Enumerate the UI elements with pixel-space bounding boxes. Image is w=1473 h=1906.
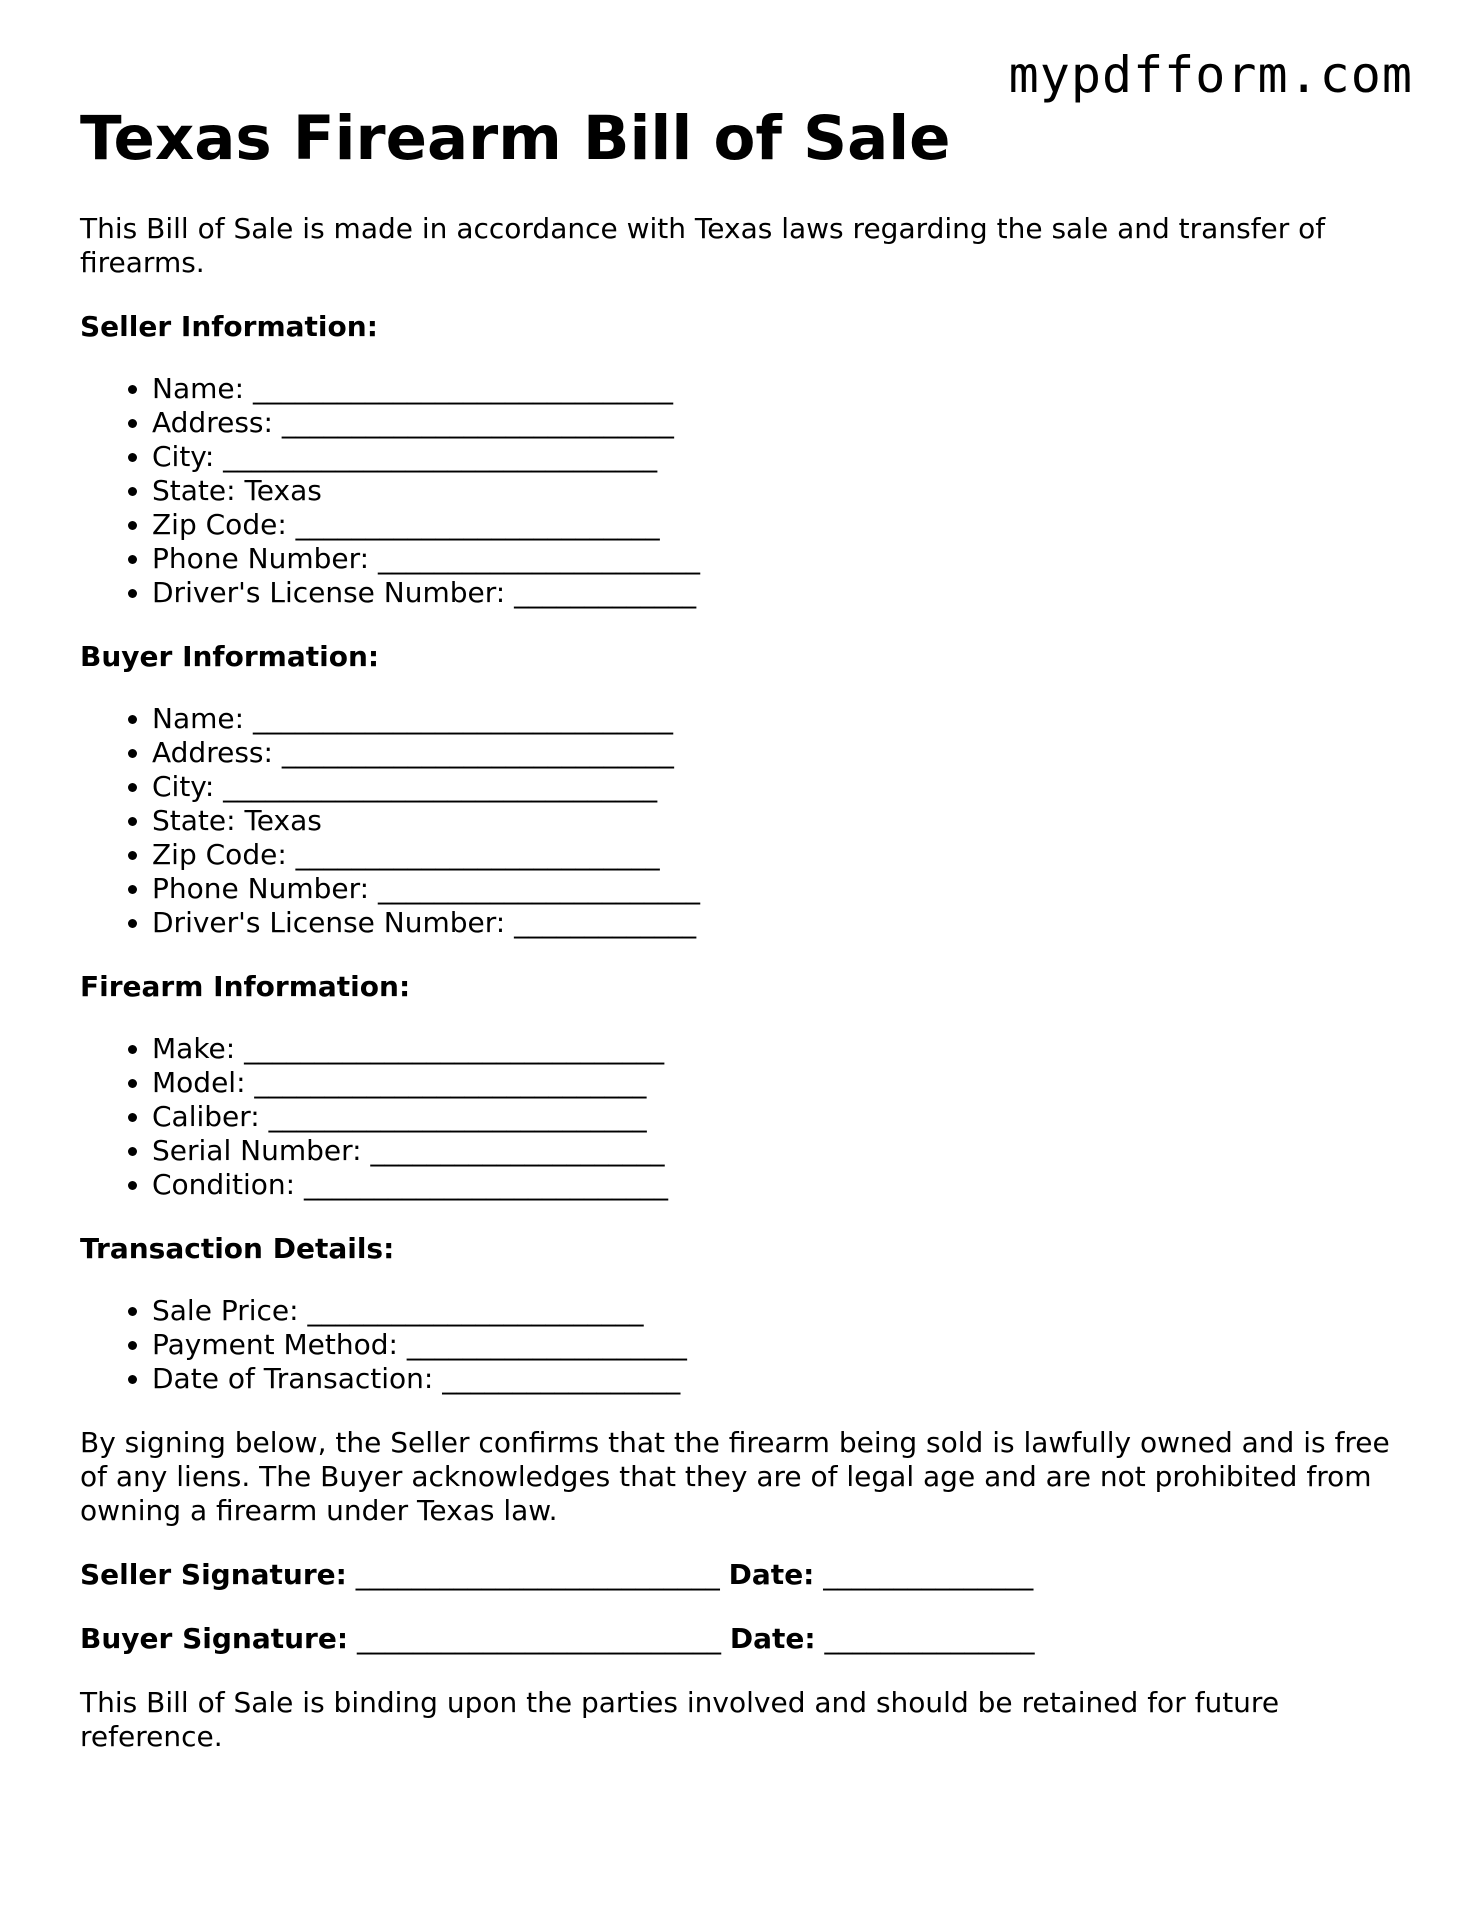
buyer-heading: Buyer Information:	[80, 640, 380, 673]
document-title: Texas Firearm Bill of Sale	[80, 103, 951, 174]
seller-signature-label: Seller Signature:	[80, 1558, 347, 1591]
seller-zip-field[interactable]: • Zip Code: __________________________	[152, 508, 1410, 542]
buyer-address-field[interactable]: • Address: ____________________________	[152, 736, 1410, 770]
buyer-signature-label: Buyer Signature:	[80, 1622, 349, 1655]
firearm-caliber-field[interactable]: • Caliber: ___________________________	[152, 1100, 1410, 1134]
buyer-name-field[interactable]: • Name: ______________________________	[152, 702, 1410, 736]
seller-city-field[interactable]: • City: _______________________________	[152, 440, 1410, 474]
transaction-list	[80, 1294, 1410, 1396]
firearm-make-field[interactable]: • Make: ______________________________	[152, 1032, 1410, 1066]
transaction-date-field[interactable]: • Date of Transaction: _________________	[152, 1362, 1410, 1396]
firearm-list	[80, 1032, 1410, 1202]
firearm-heading: Firearm Information:	[80, 970, 411, 1003]
intro-paragraph: This Bill of Sale is made in accordance with Texas laws regarding the sale and transfer of firearms.	[80, 212, 1326, 279]
sale-price-field[interactable]: • Sale Price: ________________________	[152, 1294, 1410, 1328]
seller-list	[80, 372, 1410, 610]
transaction-heading: Transaction Details:	[80, 1232, 395, 1265]
buyer-license-field[interactable]: • Driver's License Number: _____________	[152, 906, 1410, 940]
buyer-phone-field[interactable]: • Phone Number: _______________________	[152, 872, 1410, 906]
seller-date-field[interactable]: _______________	[823, 1558, 1034, 1591]
seller-phone-field[interactable]: • Phone Number: _______________________	[152, 542, 1410, 576]
firearm-model-field[interactable]: • Model: ____________________________	[152, 1066, 1410, 1100]
buyer-zip-field[interactable]: • Zip Code: __________________________	[152, 838, 1410, 872]
buyer-date-label: Date:	[729, 1622, 816, 1655]
site-watermark: mypdfform.com	[1008, 46, 1413, 104]
seller-state-field: • State: Texas	[152, 474, 1410, 508]
buyer-city-field[interactable]: • City: _______________________________	[152, 770, 1410, 804]
seller-signature-row	[80, 1558, 1410, 1592]
buyer-state-field: • State: Texas	[152, 804, 1410, 838]
seller-address-field[interactable]: • Address: ____________________________	[152, 406, 1410, 440]
firearm-serial-field[interactable]: • Serial Number: _____________________	[152, 1134, 1410, 1168]
firearm-condition-field[interactable]: • Condition: __________________________	[152, 1168, 1410, 1202]
buyer-signature-row	[80, 1622, 1410, 1656]
seller-license-field[interactable]: • Driver's License Number: _____________	[152, 576, 1410, 610]
seller-signature-field[interactable]: __________________________	[355, 1558, 720, 1591]
buyer-signature-field[interactable]: __________________________	[356, 1622, 721, 1655]
document-page	[80, 100, 1410, 1754]
buyer-date-field[interactable]: _______________	[824, 1622, 1035, 1655]
seller-name-field[interactable]: • Name: ______________________________	[152, 372, 1410, 406]
closing-paragraph: By signing below, the Seller confirms that the firearm being sold is lawfully owned and is free of any liens. The Buyer acknowledges that they are of legal age and are not prohibited from owning a firearm under Texas law.	[80, 1426, 1390, 1527]
payment-method-field[interactable]: • Payment Method: ____________________	[152, 1328, 1410, 1362]
seller-date-label: Date:	[728, 1558, 815, 1591]
buyer-list	[80, 702, 1410, 940]
seller-heading: Seller Information:	[80, 310, 378, 343]
footer-paragraph: This Bill of Sale is binding upon the parties involved and should be retained for future reference.	[80, 1686, 1280, 1753]
